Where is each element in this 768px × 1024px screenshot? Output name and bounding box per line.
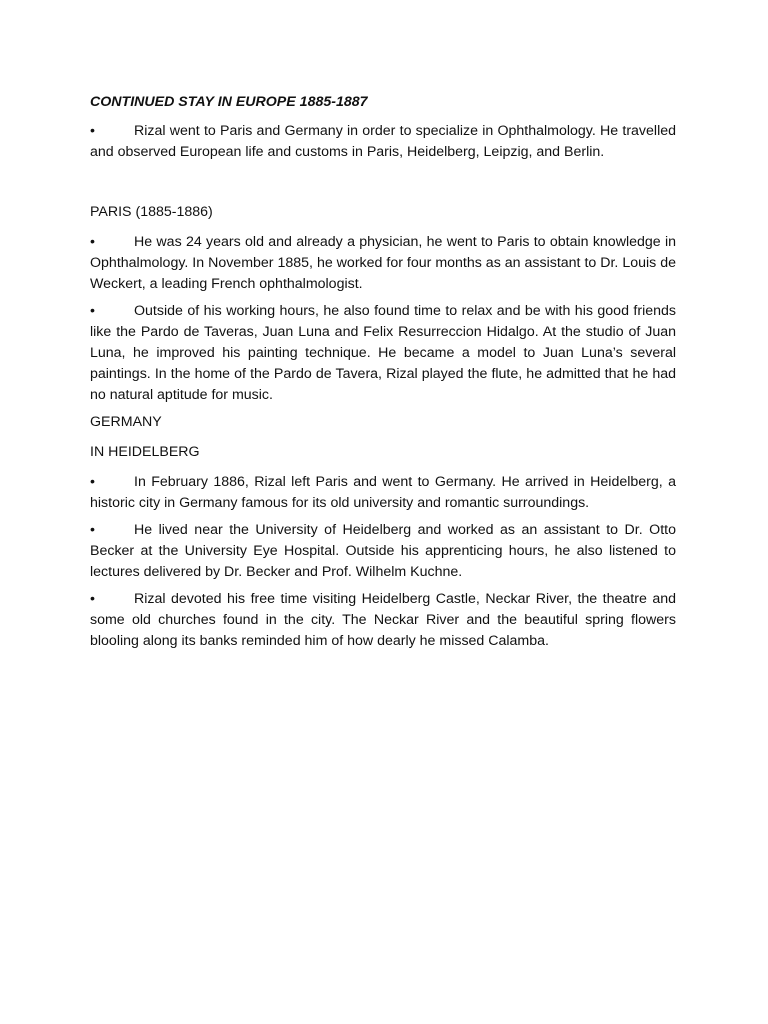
germany-bullet-2 — [90, 520, 676, 583]
bullet-icon: • — [90, 303, 95, 319]
bullet-icon: • — [90, 591, 95, 607]
bullet-icon: • — [90, 123, 95, 139]
document-title: CONTINUED STAY IN EUROPE 1885-1887 — [90, 94, 368, 110]
bullet-text: Rizal went to Paris and Germany in order to specialize in Ophthalmology. He travelled and observed European life and customs in Paris, Heidelberg, Leipzig, and Berlin. — [90, 123, 676, 160]
section-spacer — [90, 169, 676, 202]
bullet-text: In February 1886, Rizal left Paris and went to Germany. He arrived in Heidelberg, a historic city in Germany famous for its old university and romantic surroundings. — [90, 474, 676, 511]
intro-bullet-1 — [90, 121, 676, 163]
paris-heading: PARIS (1885-1886) — [90, 204, 213, 220]
germany-heading: GERMANY — [90, 414, 162, 430]
germany-bullet-3 — [90, 589, 676, 652]
bullet-text: He was 24 years old and already a physician, he went to Paris to obtain knowledge in Ophthalmology. In November 1885, he worked for four months as an assistant to Dr. Louis de Weckert, a leading French ophthalmologist. — [90, 234, 676, 292]
paris-bullet-1 — [90, 232, 676, 295]
bullet-icon: • — [90, 522, 95, 538]
bullet-icon: • — [90, 474, 95, 490]
bullet-text: Rizal devoted his free time visiting Heidelberg Castle, Neckar River, the theatre and some old churches found in the city. The Neckar River and the beautiful spring flowers blooling along its banks reminded him of how dearly he missed Calamba. — [90, 591, 676, 649]
germany-bullet-1 — [90, 472, 676, 514]
bullet-icon: • — [90, 234, 95, 250]
document-page — [90, 92, 676, 658]
heidelberg-subheading: IN HEIDELBERG — [90, 444, 200, 460]
bullet-text: Outside of his working hours, he also found time to relax and be with his good friends like the Pardo de Taveras, Juan Luna and Felix Resurreccion Hidalgo. At the studio of Juan Luna, he improved his painting technique. He became a model to Juan Luna’s several paintings. In the home of the Pardo de Tavera, Rizal played the flute, he admitted that he had no natural aptitude for music. — [90, 303, 676, 403]
bullet-text: He lived near the University of Heidelberg and worked as an assistant to Dr. Otto Becker at the University Eye Hospital. Outside his apprenticing hours, he also listened to lectures delivered by Dr. Becker and Prof. Wilhelm Kuchne. — [90, 522, 676, 580]
paris-bullet-2 — [90, 301, 676, 406]
